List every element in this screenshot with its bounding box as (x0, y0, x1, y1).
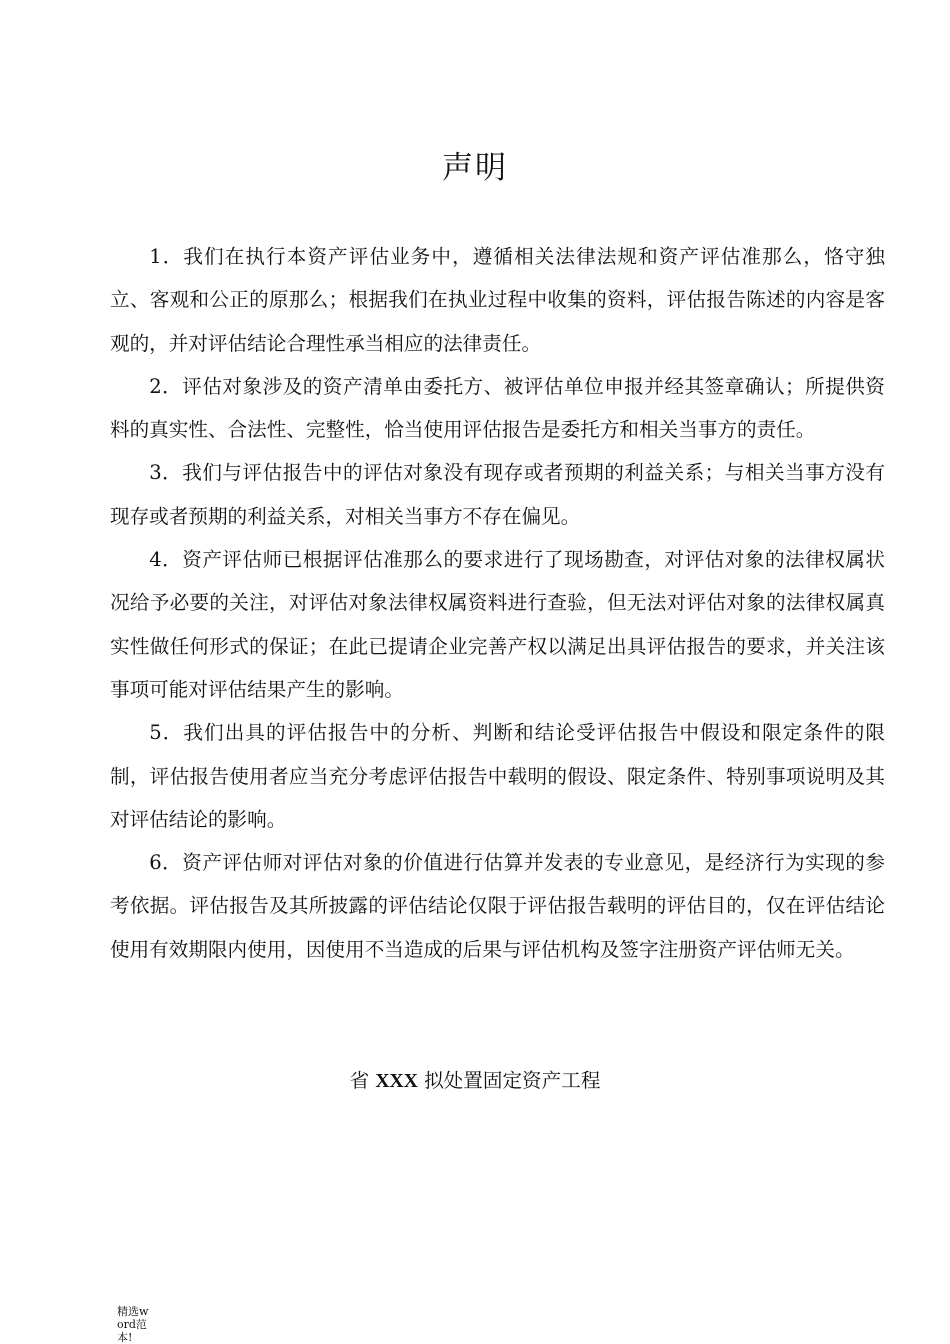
declaration-paragraph-2: 2．评估对象涉及的资产清单由委托方、被评估单位申报并经其签章确认；所提供资料的真实性、合法性、完整性，恰当使用评估报告是委托方和相关当事方的责任。 (110, 374, 885, 442)
declaration-paragraph-6: 6．资产评估师对评估对象的价值进行估算并发表的专业意见，是经济行为实现的参考依据。评估报告及其所披露的评估结论仅限于评估报告载明的评估目的，仅在评估结论使用有效期限内使用，因使用不当造成的后果与评估机构及签字注册资产评估师无关。 (110, 851, 885, 961)
subtitle-bold-name: XXX (375, 1071, 418, 1092)
declaration-paragraph-5: 5．我们出具的评估报告中的分析、判断和结论受评估报告中假设和限定条件的限制，评估报告使用者应当充分考虑评估报告中载明的假设、限定条件、特别事项说明及其对评估结论的影响。 (110, 721, 885, 831)
subtitle-suffix: 拟处置固定资产工程 (417, 1069, 601, 1092)
footer-note: 精选word范本! (117, 1305, 149, 1344)
declaration-paragraph-1: 1．我们在执行本资产评估业务中，遵循相关法律法规和资产评估准那么，恪守独立、客观和公正的原那么；根据我们在执业过程中收集的资料，评估报告陈述的内容是客观的，并对评估结论合理性承当相应的法律责任。 (110, 245, 885, 355)
declaration-paragraph-4: 4．资产评估师已根据评估准那么的要求进行了现场勘查，对评估对象的法律权属状况给予必要的关注，对评估对象法律权属资料进行查验，但无法对评估对象的法律权属真实性做任何形式的保证；在此已提请企业完善产权以满足出具评估报告的要求，并关注该事项可能对评估结果产生的影响。 (110, 548, 885, 701)
declaration-paragraph-3: 3．我们与评估报告中的评估对象没有现存或者预期的利益关系；与相关当事方没有现存或者预期的利益关系，对相关当事方不存在偏见。 (110, 461, 885, 528)
page-title: 声明 (442, 150, 508, 186)
project-subtitle (0, 1059, 950, 1103)
declaration-body (110, 235, 885, 971)
subtitle-prefix: 省 (349, 1069, 376, 1092)
